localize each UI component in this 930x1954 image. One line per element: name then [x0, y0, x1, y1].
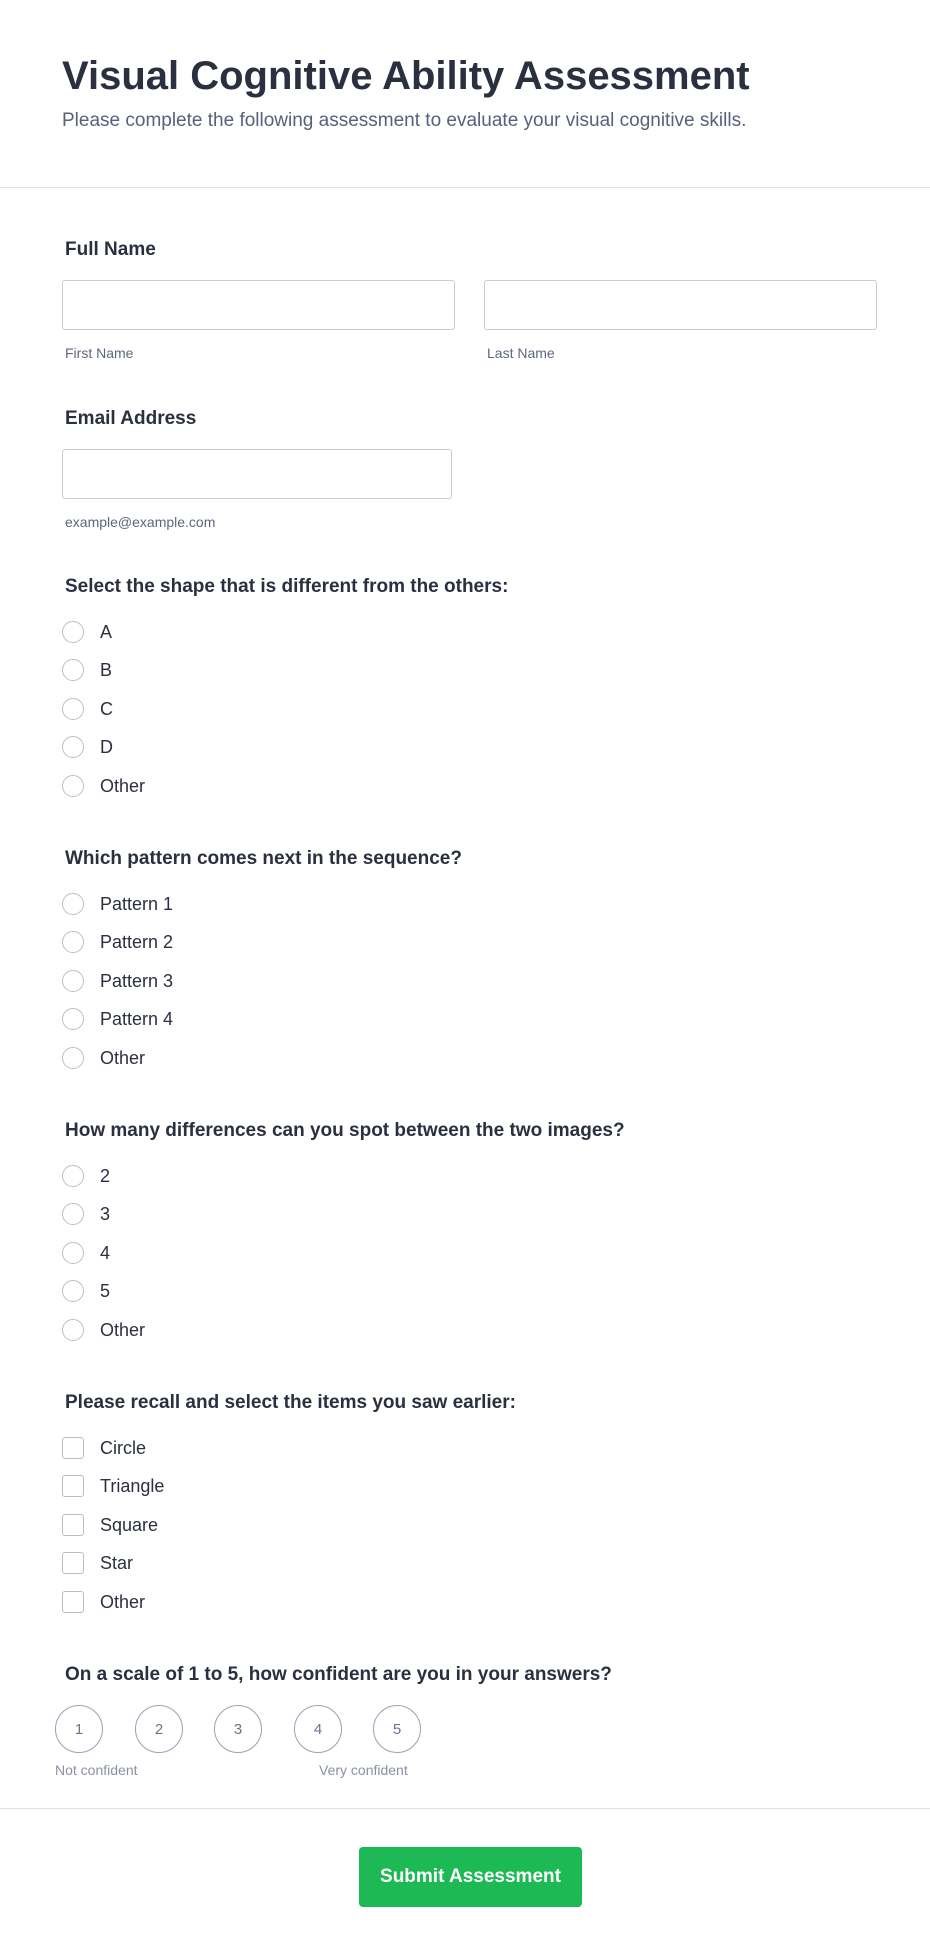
pattern-option-4[interactable] — [62, 1005, 173, 1033]
scale-button-5[interactable]: 5 — [373, 1705, 421, 1753]
pattern-option-other[interactable] — [62, 1044, 145, 1072]
footer-divider — [0, 1808, 930, 1809]
submit-button[interactable]: Submit Assessment — [359, 1847, 582, 1907]
shape-question-label: Select the shape that is different from the others: — [65, 576, 509, 597]
radio-button[interactable] — [62, 698, 84, 720]
option-label: Pattern 2 — [100, 931, 174, 952]
confidence-question-label: On a scale of 1 to 5, how confident are you in your answers? — [65, 1664, 612, 1685]
last-name-input[interactable] — [484, 280, 877, 330]
email-input[interactable] — [62, 449, 452, 499]
option-label: C — [100, 698, 113, 719]
differences-option-3[interactable] — [62, 1200, 110, 1228]
shape-option-d[interactable] — [62, 733, 113, 761]
shape-option-b[interactable] — [62, 656, 112, 684]
radio-button[interactable] — [62, 931, 84, 953]
radio-button[interactable] — [62, 1008, 84, 1030]
shape-option-other[interactable] — [62, 772, 145, 800]
option-label: Square — [100, 1514, 159, 1535]
option-label: Pattern 3 — [100, 970, 174, 991]
pattern-option-2[interactable] — [62, 928, 173, 956]
checkbox[interactable] — [62, 1437, 84, 1459]
pattern-question-label: Which pattern comes next in the sequence? — [65, 848, 462, 869]
radio-button[interactable] — [62, 1280, 84, 1302]
pattern-option-3[interactable] — [62, 967, 173, 995]
option-label: 5 — [100, 1280, 111, 1301]
radio-button[interactable] — [62, 1047, 84, 1069]
scale-low-note: Not confident — [55, 1762, 138, 1778]
option-label: D — [100, 736, 113, 757]
radio-button[interactable] — [62, 775, 84, 797]
radio-button[interactable] — [62, 659, 84, 681]
radio-button[interactable] — [62, 736, 84, 758]
option-label: Other — [100, 1591, 146, 1612]
option-label: 3 — [100, 1203, 111, 1224]
radio-button[interactable] — [62, 970, 84, 992]
scale-button-3[interactable]: 3 — [214, 1705, 262, 1753]
option-label: Other — [100, 1047, 146, 1068]
radio-button[interactable] — [62, 1203, 84, 1225]
recall-option-square[interactable] — [62, 1511, 158, 1539]
recall-option-other[interactable] — [62, 1588, 145, 1616]
checkbox[interactable] — [62, 1514, 84, 1536]
differences-option-other[interactable] — [62, 1316, 145, 1344]
email-label: Email Address — [65, 408, 197, 429]
pattern-option-1[interactable] — [62, 890, 173, 918]
differences-option-2[interactable] — [62, 1162, 110, 1190]
option-label: Pattern 1 — [100, 893, 174, 914]
radio-button[interactable] — [62, 1165, 84, 1187]
scale-high-note: Very confident — [319, 1762, 408, 1778]
scale-button-2[interactable]: 2 — [135, 1705, 183, 1753]
option-label: Triangle — [100, 1475, 165, 1496]
option-label: 2 — [100, 1165, 111, 1186]
option-label: Star — [100, 1552, 134, 1573]
option-label: Other — [100, 1319, 146, 1340]
option-label: Other — [100, 775, 146, 796]
recall-option-circle[interactable] — [62, 1434, 146, 1462]
shape-option-a[interactable] — [62, 618, 112, 646]
radio-button[interactable] — [62, 1242, 84, 1264]
checkbox[interactable] — [62, 1591, 84, 1613]
option-label: B — [100, 659, 113, 680]
first-name-sublabel: First Name — [65, 345, 134, 361]
scale-button-1[interactable]: 1 — [55, 1705, 103, 1753]
recall-question-label: Please recall and select the items you saw earlier: — [65, 1392, 516, 1413]
option-label: Circle — [100, 1437, 147, 1458]
checkbox[interactable] — [62, 1475, 84, 1497]
differences-question-label: How many differences can you spot between the two images? — [65, 1120, 625, 1141]
scale-button-4[interactable]: 4 — [294, 1705, 342, 1753]
option-label: A — [100, 621, 113, 642]
radio-button[interactable] — [62, 621, 84, 643]
page-subtitle: Please complete the following assessment to evaluate your visual cognitive skills. — [62, 110, 747, 131]
recall-option-star[interactable] — [62, 1549, 133, 1577]
differences-option-4[interactable] — [62, 1239, 110, 1267]
option-label: Pattern 4 — [100, 1008, 174, 1029]
differences-option-5[interactable] — [62, 1277, 110, 1305]
option-label: 4 — [100, 1242, 111, 1263]
checkbox[interactable] — [62, 1552, 84, 1574]
recall-option-triangle[interactable] — [62, 1472, 164, 1500]
page-title: Visual Cognitive Ability Assessment — [62, 54, 750, 98]
full-name-label: Full Name — [65, 239, 156, 260]
shape-option-c[interactable] — [62, 695, 113, 723]
form-header — [0, 0, 930, 188]
radio-button[interactable] — [62, 893, 84, 915]
last-name-sublabel: Last Name — [487, 345, 555, 361]
radio-button[interactable] — [62, 1319, 84, 1341]
email-sublabel: example@example.com — [65, 514, 216, 530]
first-name-input[interactable] — [62, 280, 455, 330]
